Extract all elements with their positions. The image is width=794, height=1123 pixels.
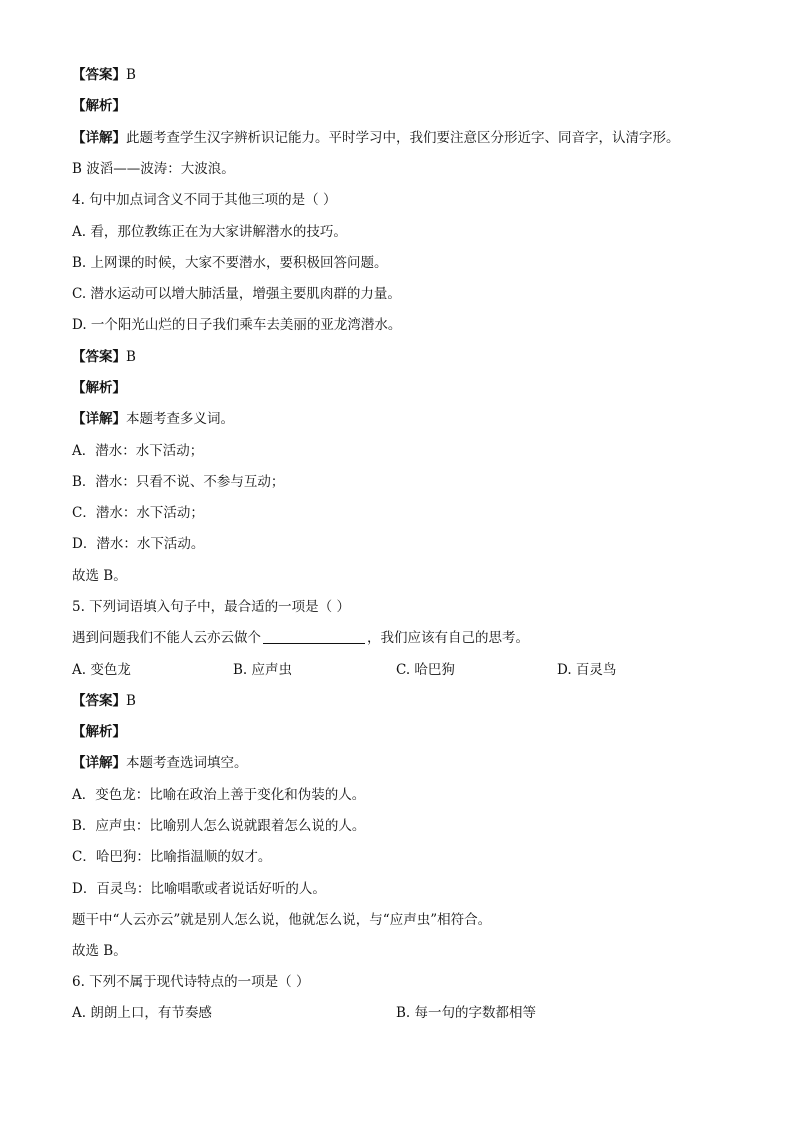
- answer-value: B: [126, 693, 136, 709]
- q4-option-c: C. 潜水运动可以增大肺活量，增强主要肌肉群的力量。: [72, 286, 401, 302]
- detail-label: 【详解】: [72, 130, 126, 146]
- q5-option-d: D. 百灵鸟: [557, 662, 617, 678]
- detail-label: 【详解】: [72, 755, 126, 771]
- answer-blank: [263, 629, 365, 644]
- q4-option-b: B. 上网课的时候，大家不要潜水，要积极回答问题。: [72, 255, 388, 271]
- answer-line: [72, 347, 136, 367]
- detail-line: [72, 128, 680, 148]
- explanation-item: B．应声虫：比喻别人怎么说就跟着怎么说的人。: [72, 818, 366, 834]
- analysis-label: 【解析】: [72, 380, 126, 396]
- detail-text: 本题考查多义词。: [126, 411, 234, 427]
- explanation-item: A．变色龙：比喻在政治上善于变化和伪装的人。: [72, 787, 366, 803]
- analysis-label: 【解析】: [72, 724, 126, 740]
- sentence-before: 遇到问题我们不能人云亦云做个: [72, 630, 261, 646]
- q5-option-c: C. 哈巴狗: [396, 662, 455, 678]
- detail-text: 此题考查学生汉字辨析识记能力。平时学习中，我们要注意区分形近字、同音字，认清字形。: [126, 130, 680, 146]
- conclusion: 故选 B。: [72, 943, 127, 959]
- detail-line: [72, 409, 234, 429]
- q6-option-a: A. 朗朗上口，有节奏感: [72, 1005, 212, 1021]
- answer-label: 【答案】: [72, 349, 126, 365]
- answer-value: B: [126, 349, 136, 365]
- detail-text: 本题考查选词填空。: [126, 755, 248, 771]
- answer-label: 【答案】: [72, 67, 126, 83]
- sentence-after: ，我们应该有自己的思考。: [367, 630, 529, 646]
- fill-blank-sentence: [72, 628, 529, 648]
- conclusion: 故选 B。: [72, 568, 127, 584]
- q6-option-b: B. 每一句的字数都相等: [396, 1005, 537, 1021]
- explanation-item: A．潜水：水下活动；: [72, 443, 204, 459]
- question-4: 4. 句中加点词含义不同于其他三项的是（ ）: [72, 192, 337, 208]
- explanation-item: D．百灵鸟：比喻唱歌或者说话好听的人。: [72, 881, 326, 897]
- explanation-item: C．潜水：水下活动；: [72, 505, 204, 521]
- detail-label: 【详解】: [72, 411, 126, 427]
- detail-line: [72, 753, 248, 773]
- note-line: B 波滔——波涛：大波浪。: [72, 161, 235, 177]
- explanation-item: D．潜水：水下活动。: [72, 536, 205, 552]
- answer-value: B: [126, 67, 136, 83]
- q4-option-a: A. 看，那位教练正在为大家讲解潜水的技巧。: [72, 224, 347, 240]
- stem-note: 题干中“人云亦云”就是别人怎么说，他就怎么说，与“应声虫”相符合。: [72, 912, 492, 928]
- question-5: 5. 下列词语填入句子中，最合适的一项是（ ）: [72, 599, 350, 615]
- q5-option-b: B. 应声虫: [233, 662, 293, 678]
- answer-line: [72, 65, 136, 85]
- q5-option-a: A. 变色龙: [72, 662, 131, 678]
- answer-line: [72, 691, 136, 711]
- explanation-item: B．潜水：只看不说、不参与互动；: [72, 474, 285, 490]
- q4-option-d: D. 一个阳光山烂的日子我们乘车去美丽的亚龙湾潜水。: [72, 317, 402, 333]
- explanation-item: C．哈巴狗：比喻指温顺的奴才。: [72, 849, 272, 865]
- answer-label: 【答案】: [72, 693, 126, 709]
- question-6: 6. 下列不属于现代诗特点的一项是（ ）: [72, 974, 310, 990]
- analysis-label: 【解析】: [72, 98, 126, 114]
